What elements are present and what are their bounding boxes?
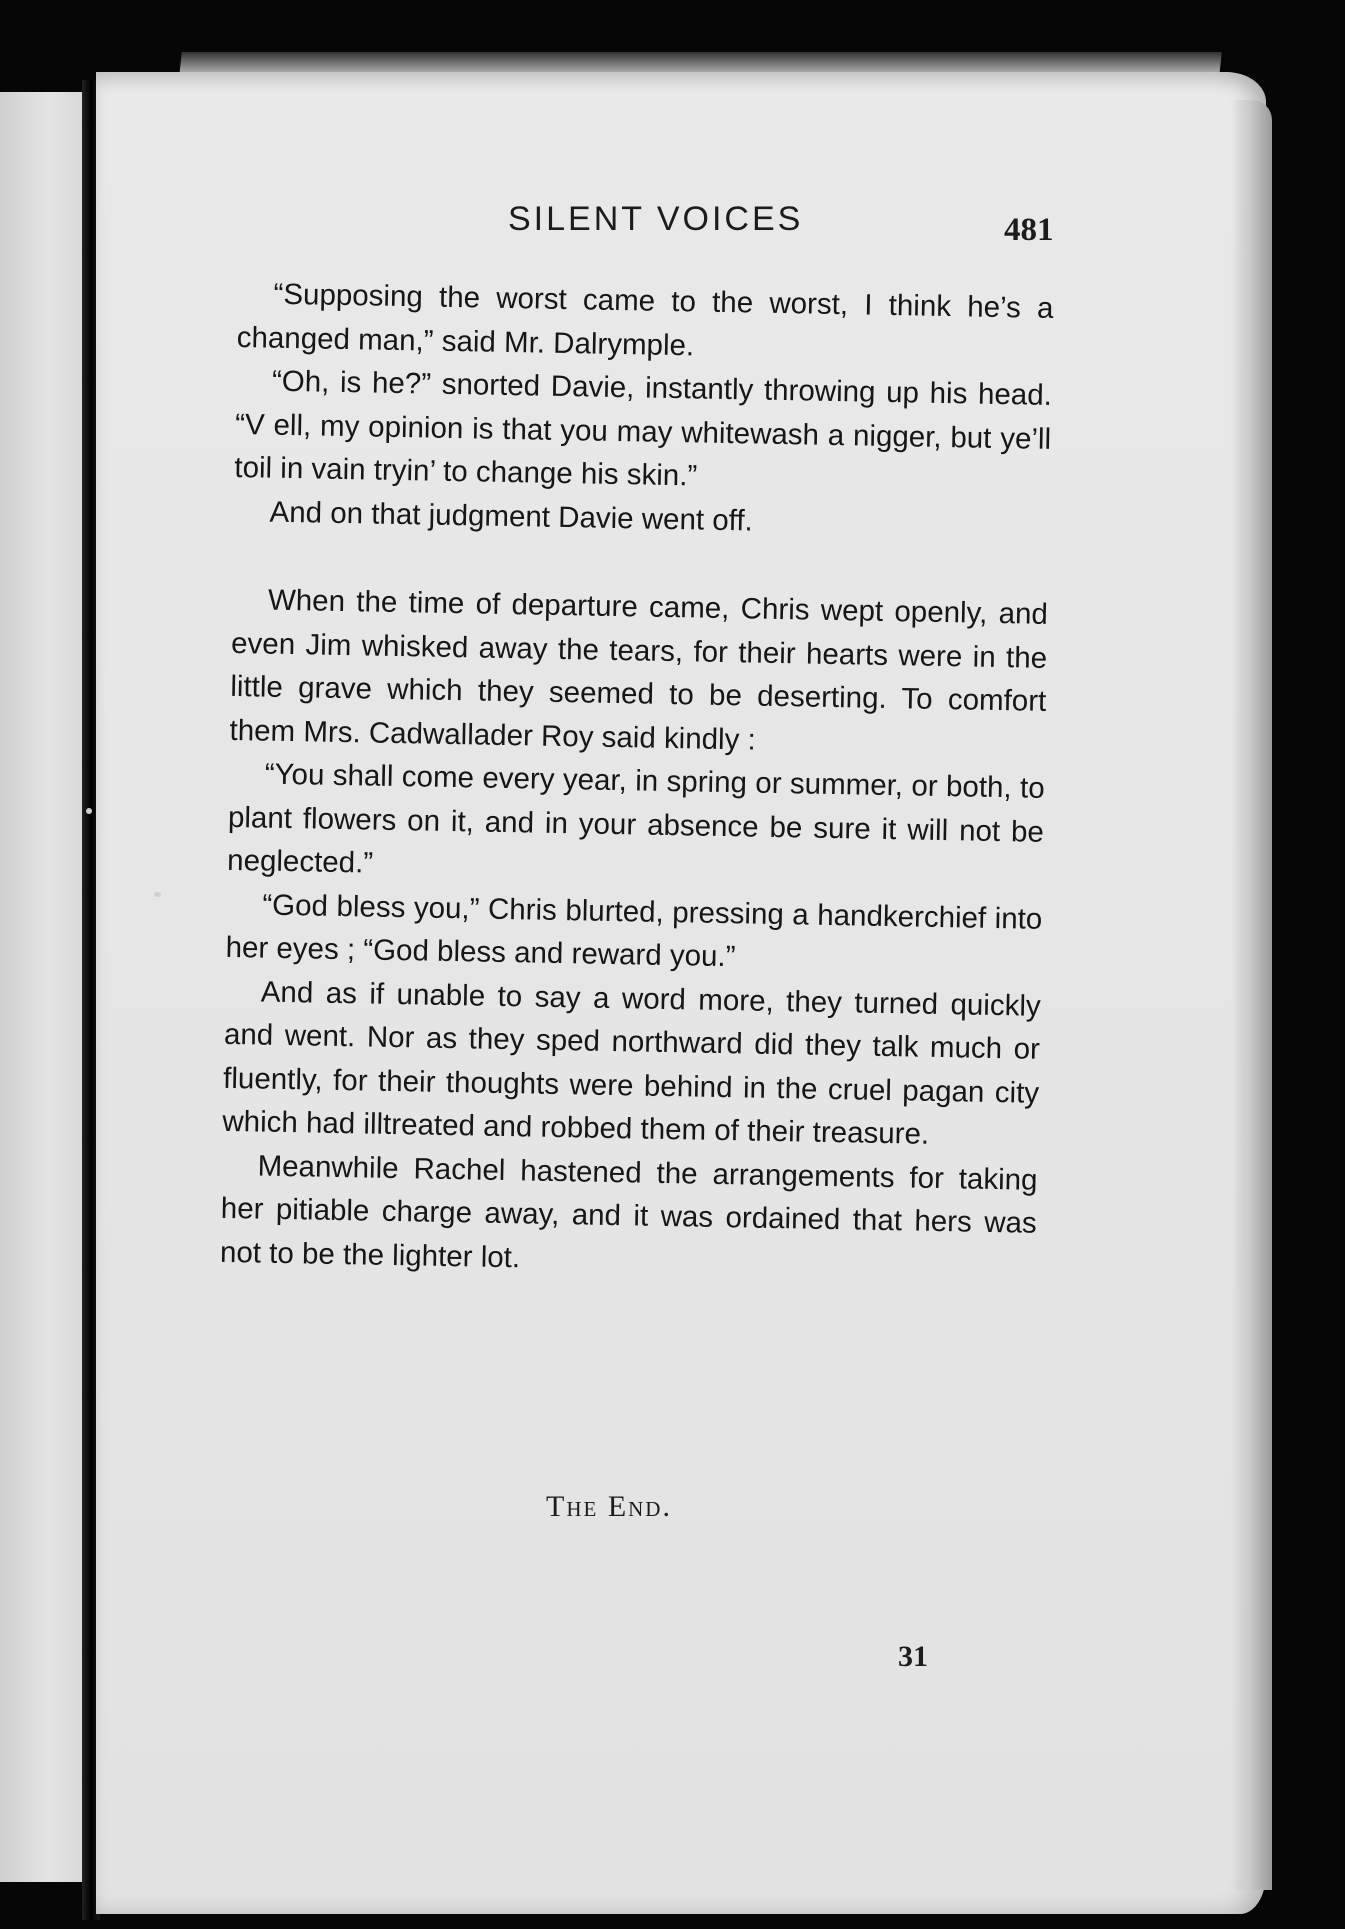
paragraph: “Oh, is he?” snorted Davie, instantly throwing up his head. “V ell, my opinion is that you may whitewash a nigger, but ye’ll toil in vain tryin’ to change his skin.”	[234, 364, 1053, 493]
dust-speck	[86, 808, 92, 814]
paragraph: When the time of departure came, Chris wept openly, and even Jim whisked away the tears, for their hearts were in the little grave which they seemed to be deserting. To comfort them Mrs. Cadwallader Roy said kindly :	[229, 583, 1049, 757]
body-text	[220, 272, 1054, 1289]
facing-page-edge	[0, 92, 88, 1882]
running-head: SILENT VOICES	[508, 200, 804, 238]
paragraph: “God bless you,” Chris blurted, pressing a handkerchief into her eyes ; “God bless and reward you.”	[225, 888, 1043, 974]
dust-speck	[154, 892, 161, 897]
paragraph: Meanwhile Rachel hastened the arrangements for taking her pitiable charge away, and it was ordained that hers was not to be the lighter lot.	[219, 1149, 1038, 1274]
paragraph: “Supposing the worst came to the worst, I think he’s a changed man,” said Mr. Dalrymple.	[236, 277, 1054, 362]
paragraph: “You shall come every year, in spring or summer, or both, to plant flowers on it, and in your absence be sure it will not be neglected.”	[226, 757, 1045, 880]
paragraph: And as if unable to say a word more, they turned quickly and went. Nor as they sped northward did they talk much or fluently, for their thoughts were behind in the cruel pagan city which had illtreated and robbed them of their treasure.	[222, 975, 1041, 1151]
the-end-heading	[546, 1490, 672, 1524]
signature-mark: 31	[898, 1640, 928, 1673]
page-fore-edge	[1232, 100, 1272, 1890]
the-end-text: The End.	[546, 1490, 672, 1523]
page-number: 481	[1004, 212, 1054, 248]
paragraph: And on that judgment Davie went off.	[269, 495, 754, 537]
